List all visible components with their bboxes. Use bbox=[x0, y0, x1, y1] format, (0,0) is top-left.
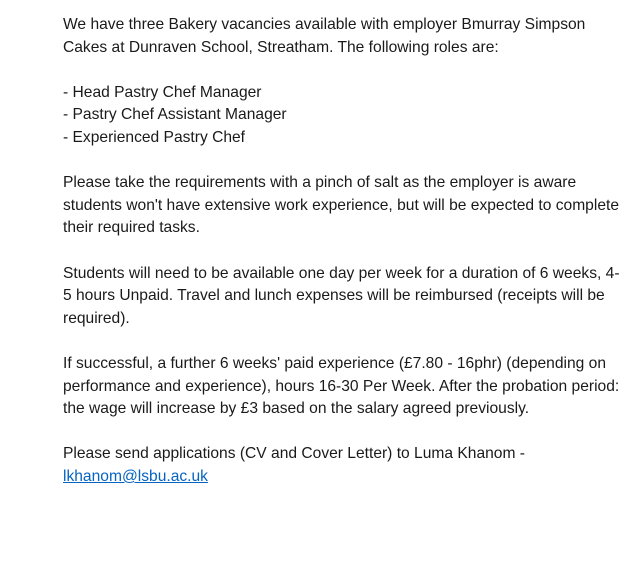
requirements-paragraph: Please take the requirements with a pinch of salt as the employer is aware students won't have extensive work experience, but will be expected to complete their required tasks. bbox=[63, 174, 619, 237]
roles-list bbox=[63, 82, 623, 150]
role-item-head-pastry-chef-manager: - Head Pastry Chef Manager bbox=[63, 83, 262, 101]
paid-experience-paragraph: If successful, a further 6 weeks' paid experience (£7.80 - 16phr) (depending on performance and experience), hours 16-30 Per Week. After the probation period: the wage will increase by £3 based on the salary agreed previously. bbox=[63, 354, 620, 418]
role-item-pastry-chef-assistant-manager: - Pastry Chef Assistant Manager bbox=[63, 106, 287, 124]
contact-email-link[interactable]: lkhanom@lsbu.ac.uk bbox=[63, 467, 208, 485]
document-body bbox=[63, 14, 623, 511]
intro-paragraph: We have three Bakery vacancies available with employer Bmurray Simpson Cakes at Dunraven School, Streatham. The following roles are: bbox=[63, 16, 586, 56]
applications-text: Please send applications (CV and Cover Letter) to Luma Khanom - bbox=[63, 445, 525, 463]
applications-paragraph bbox=[63, 443, 623, 488]
role-item-experienced-pastry-chef: - Experienced Pastry Chef bbox=[63, 128, 246, 146]
availability-paragraph: Students will need to be available one day per week for a duration of 6 weeks, 4-5 hours Unpaid. Travel and lunch expenses will be reimbursed (receipts will be required). bbox=[63, 264, 620, 327]
